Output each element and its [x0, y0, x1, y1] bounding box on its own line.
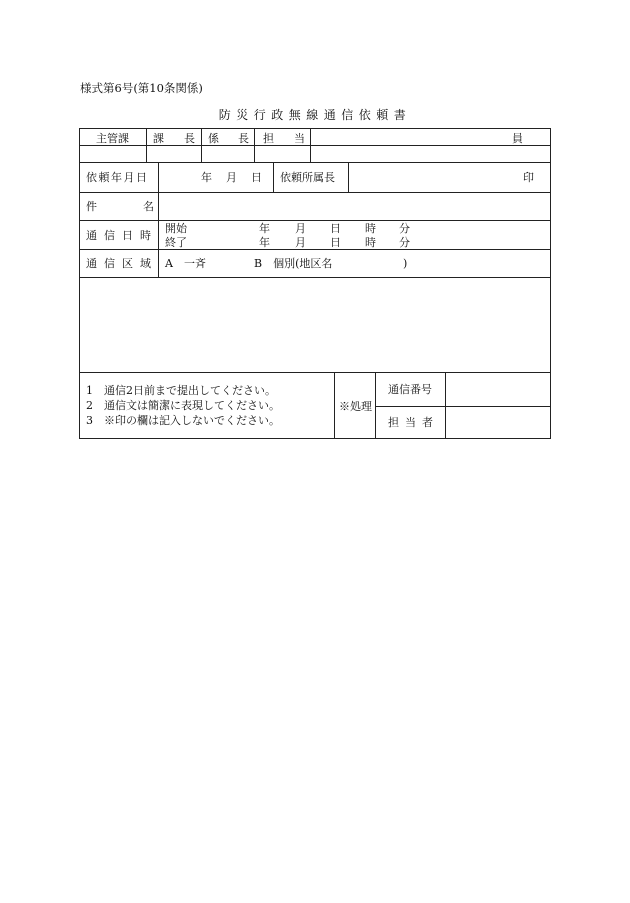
dept-head-label: 依頼所属長: [280, 171, 335, 184]
end-month: 月: [295, 236, 306, 249]
end-label: 終了: [165, 236, 187, 249]
tanto-label-b: 当: [294, 132, 305, 145]
kakaricho-label-a: 係: [208, 132, 219, 145]
subject-label-a: 件: [86, 200, 97, 213]
start-month: 月: [295, 222, 306, 235]
end-hour: 時: [365, 236, 376, 249]
request-date-day: 日: [251, 171, 262, 184]
shukanka-label: 主管課: [96, 132, 129, 145]
note-1: 1 通信2日前まで提出してください。: [86, 384, 276, 397]
col-divider: [254, 129, 255, 162]
request-date-label: 依頼年月日: [86, 171, 149, 184]
row-divider: [80, 192, 550, 193]
end-year: 年: [259, 236, 270, 249]
col-divider: [310, 129, 311, 162]
row-divider: [80, 145, 550, 146]
start-day: 日: [330, 222, 341, 235]
start-label: 開始: [165, 222, 187, 235]
row-divider: [80, 249, 550, 250]
tanto-label-a: 担: [263, 132, 274, 145]
in-label: 員: [512, 132, 523, 145]
request-date-year: 年: [201, 171, 212, 184]
comm-area-label: 通信区域: [86, 257, 158, 270]
end-day: 日: [330, 236, 341, 249]
request-form-table: [79, 128, 551, 439]
request-date-month: 月: [226, 171, 237, 184]
col-divider: [334, 372, 335, 438]
end-minute: 分: [399, 236, 410, 249]
col-divider: [146, 129, 147, 162]
start-hour: 時: [365, 222, 376, 235]
start-minute: 分: [399, 222, 410, 235]
processing-label: ※処理: [339, 400, 372, 413]
seal-label: 印: [523, 171, 534, 184]
kacho-label-b: 長: [184, 132, 195, 145]
kacho-label-a: 課: [153, 132, 164, 145]
note-2: 2 通信文は簡潔に表現してください。: [86, 399, 280, 412]
note-3: 3 ※印の欄は記入しないでください。: [86, 414, 280, 427]
staff-label: 担当者: [388, 416, 439, 429]
col-divider: [273, 162, 274, 192]
row-divider: [80, 220, 550, 221]
area-option-close: ): [403, 257, 408, 270]
row-divider: [80, 277, 550, 278]
col-divider: [375, 372, 376, 438]
comm-number-label: 通信番号: [388, 383, 432, 396]
form-id: 様式第6号(第10条関係): [80, 81, 203, 95]
start-year: 年: [259, 222, 270, 235]
col-divider: [158, 162, 159, 277]
row-divider: [80, 372, 550, 373]
col-divider: [348, 162, 349, 192]
col-divider: [201, 129, 202, 162]
area-option-b: B 個別(地区名: [254, 257, 333, 270]
row-divider: [80, 162, 550, 163]
kakaricho-label-b: 長: [238, 132, 249, 145]
area-option-a: A 一斉: [165, 257, 206, 270]
col-divider: [445, 372, 446, 438]
row-divider: [375, 406, 550, 407]
comm-datetime-label: 通信日時: [86, 229, 158, 242]
form-title: 防災行政無線通信依頼書: [218, 108, 412, 122]
subject-label-b: 名: [143, 200, 154, 213]
